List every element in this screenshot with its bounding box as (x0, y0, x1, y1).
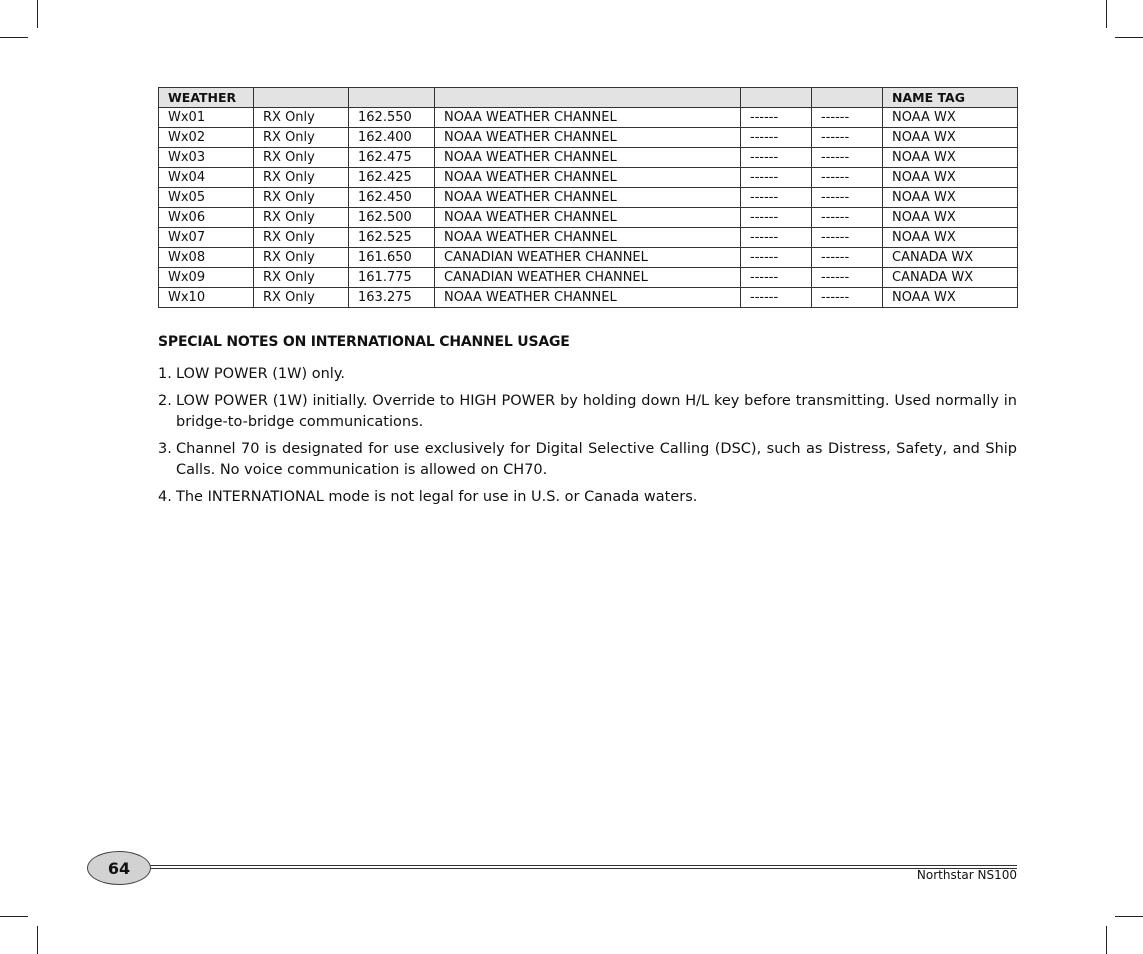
note-text: LOW POWER (1W) only. (176, 366, 345, 382)
description-cell: NOAA WEATHER CHANNEL (435, 188, 741, 208)
blank-cell: ------ (812, 228, 883, 248)
description-cell: CANADIAN WEATHER CHANNEL (435, 268, 741, 288)
page-number: 64 (107, 858, 131, 878)
blank-cell: ------ (741, 108, 812, 128)
description-cell: NOAA WEATHER CHANNEL (435, 288, 741, 308)
note-text: Channel 70 is designated for use exclusively for Digital Selective Calling (DSC), such as Distress, Safety, and Ship Calls. No voice communication is allowed on CH70. (176, 441, 1017, 478)
channel-cell: Wx09 (159, 268, 254, 288)
note-item (158, 364, 1017, 385)
frequency-cell: 161.775 (349, 268, 435, 288)
name-tag-cell: NOAA WX (883, 228, 1018, 248)
frequency-cell: 162.475 (349, 148, 435, 168)
description-cell: NOAA WEATHER CHANNEL (435, 208, 741, 228)
footer-rule (120, 868, 1017, 869)
blank-cell: ------ (812, 208, 883, 228)
blank-cell: ------ (741, 248, 812, 268)
table-row (159, 268, 1018, 288)
frequency-cell: 161.650 (349, 248, 435, 268)
frequency-cell: 162.550 (349, 108, 435, 128)
crop-mark (1115, 37, 1143, 38)
name-tag-cell: CANADA WX (883, 268, 1018, 288)
note-item (158, 487, 1017, 508)
table-row (159, 208, 1018, 228)
blank-cell: ------ (741, 188, 812, 208)
channel-cell: Wx04 (159, 168, 254, 188)
channel-cell: Wx01 (159, 108, 254, 128)
mode-cell: RX Only (254, 288, 349, 308)
crop-mark (1106, 926, 1107, 954)
blank-cell: ------ (741, 148, 812, 168)
blank-cell: ------ (812, 148, 883, 168)
frequency-cell: 162.525 (349, 228, 435, 248)
channel-cell: Wx07 (159, 228, 254, 248)
header-cell: NAME TAG (883, 88, 1018, 108)
table-row (159, 228, 1018, 248)
frequency-cell: 162.425 (349, 168, 435, 188)
mode-cell: RX Only (254, 228, 349, 248)
blank-cell: ------ (812, 288, 883, 308)
description-cell: NOAA WEATHER CHANNEL (435, 148, 741, 168)
name-tag-cell: CANADA WX (883, 248, 1018, 268)
crop-mark (1106, 0, 1107, 28)
name-tag-cell: NOAA WX (883, 208, 1018, 228)
mode-cell: RX Only (254, 148, 349, 168)
channel-cell: Wx10 (159, 288, 254, 308)
name-tag-cell: NOAA WX (883, 128, 1018, 148)
header-cell (349, 88, 435, 108)
blank-cell: ------ (741, 208, 812, 228)
description-cell: NOAA WEATHER CHANNEL (435, 128, 741, 148)
channel-cell: Wx03 (159, 148, 254, 168)
name-tag-cell: NOAA WX (883, 188, 1018, 208)
mode-cell: RX Only (254, 208, 349, 228)
note-number: 3. (158, 441, 172, 457)
notes-heading: SPECIAL NOTES ON INTERNATIONAL CHANNEL USAGE (158, 334, 570, 350)
header-cell (812, 88, 883, 108)
name-tag-cell: NOAA WX (883, 148, 1018, 168)
blank-cell: ------ (741, 288, 812, 308)
header-cell (435, 88, 741, 108)
table-header-row (159, 88, 1018, 108)
blank-cell: ------ (741, 128, 812, 148)
description-cell: NOAA WEATHER CHANNEL (435, 168, 741, 188)
mode-cell: RX Only (254, 268, 349, 288)
table-row (159, 168, 1018, 188)
description-cell: NOAA WEATHER CHANNEL (435, 228, 741, 248)
description-cell: CANADIAN WEATHER CHANNEL (435, 248, 741, 268)
note-text: LOW POWER (1W) initially. Override to HIGH POWER by holding down H/L key before transmitting. Used normally in bridge-to-bridge communications. (176, 393, 1017, 430)
blank-cell: ------ (741, 228, 812, 248)
header-cell: WEATHER (159, 88, 254, 108)
note-number: 1. (158, 366, 172, 382)
crop-mark (37, 926, 38, 954)
note-item (158, 439, 1017, 481)
note-number: 4. (158, 489, 172, 505)
crop-mark (0, 37, 28, 38)
frequency-cell: 162.400 (349, 128, 435, 148)
mode-cell: RX Only (254, 248, 349, 268)
header-cell (741, 88, 812, 108)
weather-channel-table (158, 87, 1018, 308)
crop-mark (1115, 916, 1143, 917)
table-row (159, 188, 1018, 208)
table-row (159, 248, 1018, 268)
table-row (159, 288, 1018, 308)
frequency-cell: 162.450 (349, 188, 435, 208)
note-item (158, 391, 1017, 433)
mode-cell: RX Only (254, 168, 349, 188)
channel-cell: Wx06 (159, 208, 254, 228)
mode-cell: RX Only (254, 188, 349, 208)
notes-list (158, 364, 1017, 514)
blank-cell: ------ (812, 268, 883, 288)
frequency-cell: 162.500 (349, 208, 435, 228)
name-tag-cell: NOAA WX (883, 168, 1018, 188)
name-tag-cell: NOAA WX (883, 288, 1018, 308)
footer-rule (120, 865, 1017, 866)
blank-cell: ------ (812, 248, 883, 268)
channel-cell: Wx05 (159, 188, 254, 208)
mode-cell: RX Only (254, 108, 349, 128)
table-row (159, 148, 1018, 168)
channel-cell: Wx08 (159, 248, 254, 268)
crop-mark (37, 0, 38, 28)
note-text: The INTERNATIONAL mode is not legal for use in U.S. or Canada waters. (176, 489, 698, 505)
channel-cell: Wx02 (159, 128, 254, 148)
blank-cell: ------ (812, 168, 883, 188)
table-row (159, 128, 1018, 148)
blank-cell: ------ (812, 188, 883, 208)
note-number: 2. (158, 393, 172, 409)
blank-cell: ------ (812, 128, 883, 148)
table-row (159, 108, 1018, 128)
blank-cell: ------ (812, 108, 883, 128)
blank-cell: ------ (741, 168, 812, 188)
frequency-cell: 163.275 (349, 288, 435, 308)
name-tag-cell: NOAA WX (883, 108, 1018, 128)
footer-brand: Northstar NS100 (916, 868, 1017, 882)
description-cell: NOAA WEATHER CHANNEL (435, 108, 741, 128)
blank-cell: ------ (741, 268, 812, 288)
page-number-badge (87, 851, 151, 885)
header-cell (254, 88, 349, 108)
crop-mark (0, 916, 28, 917)
mode-cell: RX Only (254, 128, 349, 148)
